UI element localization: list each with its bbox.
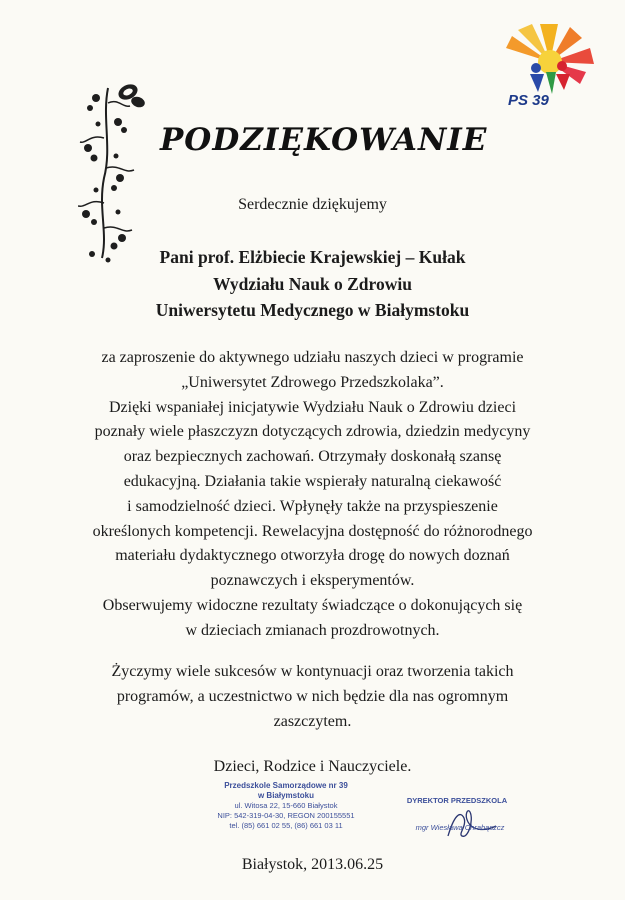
school-stamp <box>196 781 376 831</box>
body-line: poznawczych i eksperymentów. <box>210 572 415 590</box>
body-line: określonych kompetencji. Rewelacyjna dostępność do różnorodnego <box>92 522 533 540</box>
floral-butterfly-ornament <box>78 78 148 263</box>
recipient-name: Pani prof. Elżbiecie Krajewskiej – Kułak <box>159 247 466 267</box>
school-logo <box>500 22 600 117</box>
stamp-address: ul. Witosa 22, 15-660 Białystok <box>234 801 338 810</box>
director-stamp-title: DYREKTOR PRZEDSZKOLA <box>406 796 508 805</box>
logo-text: PS 39 <box>508 92 549 109</box>
body-line: edukacyjną. Działania takie wspierały naturalną ciekawość <box>123 472 502 490</box>
body-line: za zaproszenie do aktywnego udziału naszych dzieci w programie <box>101 349 524 366</box>
recipient-university: Uniwersytetu Medycznego w Białymstoku <box>155 300 470 320</box>
signoff-text: Dzieci, Rodzice i Nauczyciele. <box>213 758 412 775</box>
wishes-line: Życzymy wiele sukcesów w kontynuacji oraz tworzenia takich <box>111 663 514 680</box>
page-title: PODZIĘKOWANIE <box>160 122 488 158</box>
place-date: Białystok, 2013.06.25 <box>241 856 384 873</box>
wishes-line: programów, a uczestnictwo w nich będzie dla nas ogromnym <box>116 687 509 705</box>
sun-children-logo-icon <box>500 22 600 97</box>
body-line: Dzięki wspaniałej inicjatywie Wydziału Nauk o Zdrowiu dzieci <box>108 398 517 416</box>
body-line: Obserwujemy widoczne rezultaty świadczące o dokonujących się <box>102 596 523 614</box>
body-line: poznały wiele płaszczyzn dotyczących zdrowia, dziedzin medycyny <box>94 423 531 441</box>
body-line: w dzieciach zmianach prozdrowotnych. <box>185 621 440 639</box>
greeting-text: Serdecznie dziękujemy <box>238 196 387 213</box>
body-line: i samodzielność dzieci. Wpłynęły także na przyspieszenie <box>127 497 498 515</box>
stamp-phone: tel. (85) 661 02 55, (86) 661 03 11 <box>229 821 343 830</box>
stamp-tax-ids: NIP: 542-319-04-30, REGON 200155551 <box>217 811 355 820</box>
body-text <box>0 346 625 644</box>
body-line: materiału dydaktycznego otworzyła drogę do nowych doznań <box>115 547 510 565</box>
wishes-text <box>0 660 625 734</box>
recipient-faculty: Wydziału Nauk o Zdrowiu <box>213 273 412 294</box>
body-line: oraz bezpiecznych zachowań. Otrzymały doskonałą szansę <box>123 448 502 466</box>
director-name: mgr Wiesława Chrabąszcz <box>415 823 505 832</box>
body-line: „Uniwersytet Zdrowego Przedszkolaka”. <box>181 373 444 391</box>
wishes-line: zaszczytem. <box>273 712 352 730</box>
stamp-school-name: Przedszkole Samorządowe nr 39 <box>224 781 348 790</box>
recipient-block <box>0 244 625 324</box>
stamp-city: w Białymstoku <box>257 791 314 800</box>
